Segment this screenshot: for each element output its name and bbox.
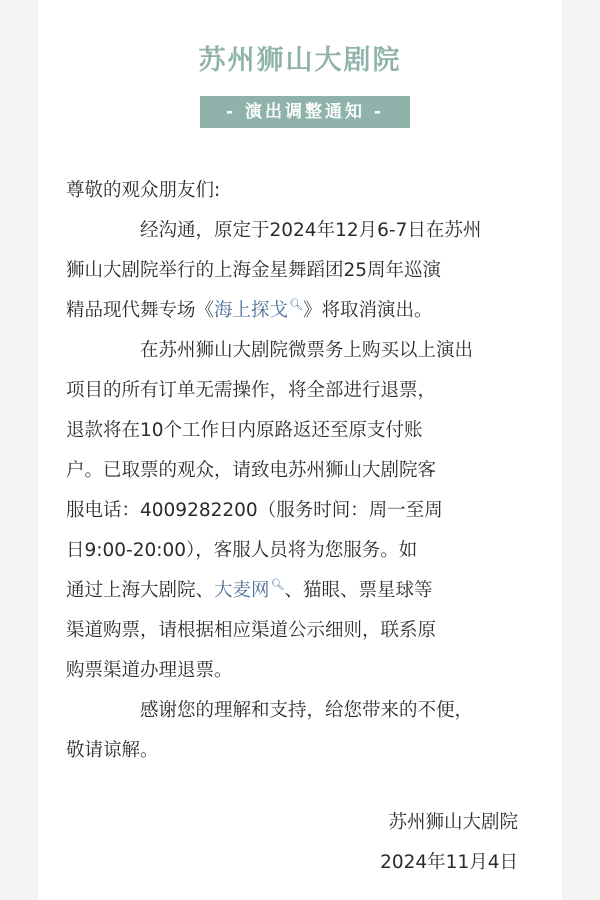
paragraph-line <box>66 294 536 334</box>
search-icon: 🔍︎ <box>270 578 285 591</box>
paragraph-line: 日9:00-20:00），客服人员将为您服务。如 <box>66 540 418 561</box>
paragraph-line: 购票渠道办理退票。 <box>66 660 233 681</box>
signature-block <box>380 806 518 886</box>
greeting: 尊敬的观众朋友们: <box>66 180 221 201</box>
show-title-link-label: 海上探戈 <box>214 300 289 321</box>
paragraph-line: 在苏州狮山大剧院微票务上购买以上演出 <box>140 340 474 361</box>
paragraph-line: 服电话：4009282200（服务时间：周一至周 <box>66 500 443 521</box>
paragraph-line: 渠道购票，请根据相应渠道公示细则，联系原 <box>66 620 437 641</box>
text-segment: 、猫眼、票星球等 <box>284 580 433 601</box>
paragraph-line <box>66 574 536 614</box>
text-segment: 精品现代舞专场《 <box>66 300 215 321</box>
page-title: 苏州狮山大剧院 <box>198 45 402 76</box>
search-icon: 🔍︎ <box>289 298 303 311</box>
paragraph-line: 退款将在10个工作日内原路返还至原支付账 <box>66 420 423 441</box>
text-segment: 通过上海大剧院、 <box>66 580 215 601</box>
paragraph-line: 感谢您的理解和支持，给您带来的不便， <box>140 700 474 721</box>
notice-body <box>66 174 536 774</box>
notice-date: 2024年11月4日 <box>380 852 518 873</box>
show-title-link[interactable] <box>214 300 303 321</box>
damai-link[interactable] <box>214 580 284 601</box>
signature: 苏州狮山大剧院 <box>388 812 518 833</box>
paragraph-line: 户。已取票的观众，请致电苏州狮山大剧院客 <box>66 460 437 481</box>
notice-page <box>38 0 562 900</box>
damai-link-label: 大麦网 <box>214 580 270 601</box>
paragraph-line: 狮山大剧院举行的上海金星舞蹈团25周年巡演 <box>66 260 442 281</box>
paragraph-line: 项目的所有订单无需操作，将全部进行退票， <box>66 380 437 401</box>
notice-subtitle: - 演出调整通知 - <box>200 96 410 128</box>
text-segment: 》将取消演出。 <box>303 300 433 321</box>
paragraph-line: 敬请谅解。 <box>66 740 159 761</box>
paragraph-line: 经沟通，原定于2024年12月6-7日在苏州 <box>140 220 482 241</box>
